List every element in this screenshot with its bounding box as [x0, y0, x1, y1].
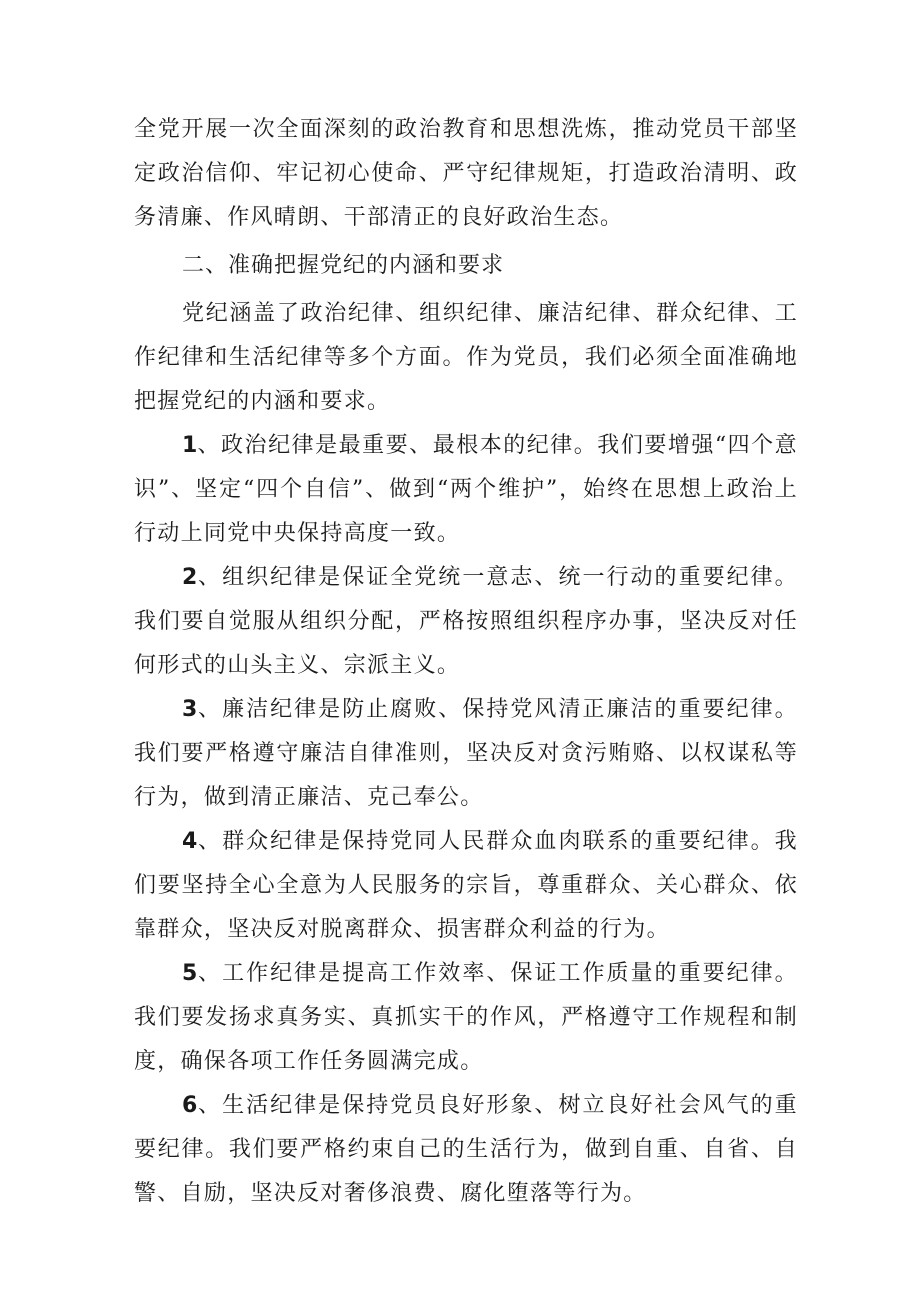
- list-item: [134, 688, 798, 820]
- list-item-number: 4: [182, 829, 198, 854]
- list-item-text: 、工作纪律是提高工作效率、保证工作质量的重要纪律。我们要发扬求真务实、真抓实干的作风，严格遵守工作规程和制度，确保各项工作任务圆满完成。: [134, 961, 798, 1074]
- list-item: [134, 952, 798, 1084]
- list-item-number: 5: [182, 961, 198, 986]
- list-item-text: 、群众纪律是保持党同人民群众血肉联系的重要纪律。我们要坚持全心全意为人民服务的宗旨，尊重群众、关心群众、依靠群众，坚决反对脱离群众、损害群众利益的行为。: [134, 829, 798, 942]
- list-item: [134, 1084, 798, 1216]
- list-item-number: 3: [182, 697, 198, 722]
- list-item-number: 2: [182, 565, 198, 590]
- list-item-text: 、生活纪律是保持党员良好形象、树立良好社会风气的重要纪律。我们要严格约束自己的生活行为，做到自重、自省、自警、自励，坚决反对奢侈浪费、腐化堕落等行为。: [134, 1093, 798, 1206]
- list-item-text: 、政治纪律是最重要、最根本的纪律。我们要增强“四个意识”、坚定“四个自信”、做到“两个维护”，始终在思想上政治上行动上同党中央保持高度一致。: [134, 433, 798, 546]
- list-item: [134, 820, 798, 952]
- intro-paragraph: 全党开展一次全面深刻的政治教育和思想洗炼，推动党员干部坚定政治信仰、牢记初心使命、严守纪律规矩，打造政治清明、政务清廉、作风晴朗、干部清正的良好政治生态。: [134, 117, 798, 230]
- document-page: [134, 108, 798, 1216]
- list-item-text: 、廉洁纪律是防止腐败、保持党风清正廉洁的重要纪律。我们要严格遵守廉洁自律准则，坚决反对贪污贿赂、以权谋私等行为，做到清正廉洁、克己奉公。: [134, 697, 798, 810]
- list-item-text: 、组织纪律是保证全党统一意志、统一行动的重要纪律。我们要自觉服从组织分配，严格按照组织程序办事，坚决反对任何形式的山头主义、宗派主义。: [134, 565, 798, 678]
- section-lead-paragraph: 党纪涵盖了政治纪律、组织纪律、廉洁纪律、群众纪律、工作纪律和生活纪律等多个方面。作为党员，我们必须全面准确地把握党纪的内涵和要求。: [134, 301, 798, 414]
- list-item: [134, 424, 798, 556]
- list-item: [134, 556, 798, 688]
- section-heading: 二、准确把握党纪的内涵和要求: [182, 253, 505, 278]
- list-item-number: 6: [182, 1093, 198, 1118]
- list-item-number: 1: [182, 433, 198, 458]
